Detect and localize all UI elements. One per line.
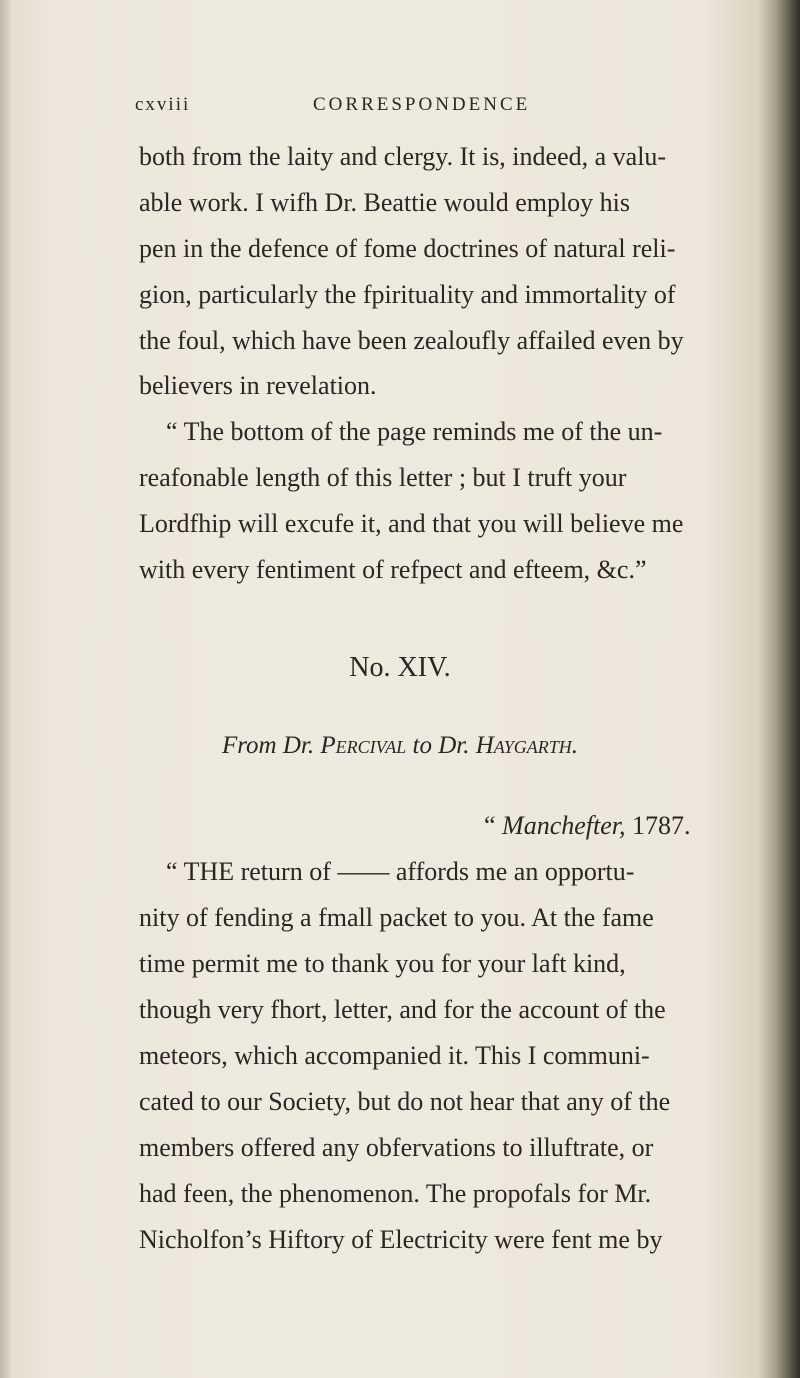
text-line: gion, particularly the fpirituality and immortality of — [139, 280, 676, 309]
text-line: had feen, the phenomenon. The propofals for Mr. — [139, 1179, 652, 1208]
dateline-year: 1787. — [632, 811, 691, 840]
text-line: meteors, which accompanied it. This I communi- — [139, 1041, 650, 1070]
dateline-quote: “ — [484, 811, 496, 840]
text-line: pen in the defence of fome doctrines of natural reli- — [139, 234, 676, 263]
text-line: Nicholfon’s Hiftory of Electricity were fent me by — [139, 1225, 663, 1254]
page-gutter-shadow — [758, 0, 800, 1378]
page-number: cxviii — [135, 94, 191, 115]
from-prefix: From Dr. — [221, 732, 315, 759]
to-prefix: to Dr. — [412, 732, 470, 759]
text-line: though very fhort, letter, and for the account of the — [139, 995, 666, 1024]
text-line: members offered any obfervations to illuftrate, or — [139, 1133, 654, 1162]
dateline-place: Manchefter, — [502, 811, 626, 840]
text-line: Lordfhip will excufe it, and that you will believe me — [139, 509, 684, 538]
text-line: both from the laity and clergy. It is, indeed, a valu- — [139, 142, 667, 171]
letter-from-line — [0, 732, 800, 760]
text-line: “ THE return of —— affords me an opportu- — [166, 857, 635, 886]
text-line: believers in revelation. — [139, 371, 377, 400]
from-name: Percival — [320, 732, 407, 759]
letter-number: No. XIV. — [349, 652, 451, 683]
to-name: Haygarth. — [475, 732, 579, 759]
text-line: cated to our Society, but do not hear that any of the — [139, 1087, 671, 1116]
text-line: “ The bottom of the page reminds me of the un- — [166, 417, 663, 446]
text-line: with every fentiment of refpect and efteem, &c.” — [139, 555, 647, 584]
text-line: nity of fending a fmall packet to you. At the fame — [139, 903, 654, 932]
text-line: able work. I wifh Dr. Beattie would employ his — [139, 188, 631, 217]
text-line: reafonable length of this letter ; but I truft your — [139, 463, 627, 492]
text-line: time permit me to thank you for your laft kind, — [139, 949, 626, 978]
text-line: the foul, which have been zealoufly affailed even by — [139, 326, 684, 355]
page-header — [135, 94, 755, 124]
running-head: CORRESPONDENCE — [313, 94, 531, 115]
page-left-edge-shadow — [0, 0, 12, 1378]
dateline — [484, 811, 691, 841]
